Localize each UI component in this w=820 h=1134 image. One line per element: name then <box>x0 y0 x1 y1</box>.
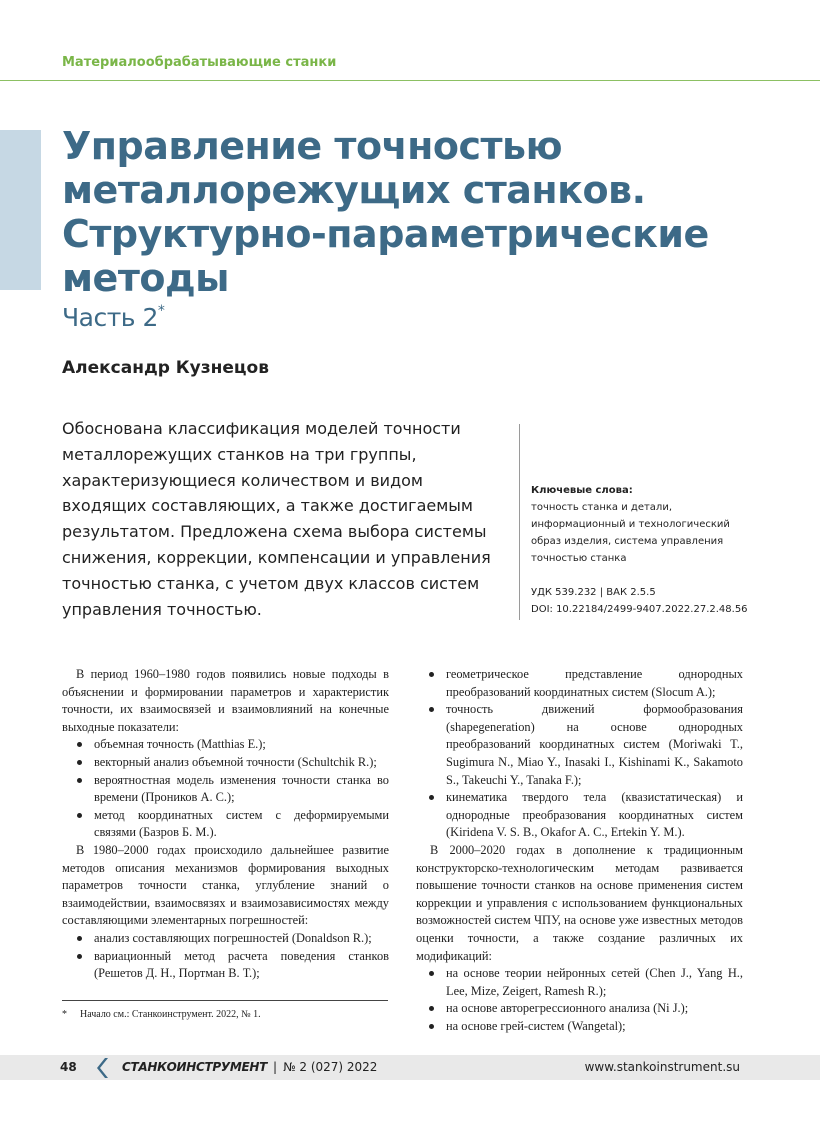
journal-issue: № 2 (027) 2022 <box>283 1060 378 1074</box>
bullet-list <box>416 965 743 1035</box>
subtitle-text: Часть 2 <box>62 303 158 332</box>
header-rule <box>0 80 820 81</box>
list-item: кинематика твердого тела (квазистатическая) и однородные преобразования координатных систем (Kiridena V. S. B., Okafor A. C., Ertekin Y. M.). <box>416 789 743 842</box>
keywords-line: образ изделия, система управления <box>531 536 724 547</box>
list-item: анализ составляющих погрешностей (Donaldson R.); <box>62 930 389 948</box>
abstract-line: входящих составляющих, а также достигаемым <box>62 496 473 516</box>
author-name: Александр Кузнецов <box>62 358 269 378</box>
title-line: Управление точностью <box>62 124 563 168</box>
abstract-line: снижения, коррекции, компенсации и управления <box>62 547 491 567</box>
list-item: геометрическое представление однородных преобразований координатных систем (Slocum A.); <box>416 666 743 701</box>
journal-separator: | <box>273 1060 278 1074</box>
body-column-left <box>62 666 389 983</box>
keywords-block <box>531 482 791 567</box>
doi-line: DOI: 10.22184/2499-9407.2022.27.2.48.56 <box>531 604 748 615</box>
article-meta <box>531 584 748 618</box>
bullet-list <box>416 666 743 842</box>
abstract-line: результатом. Предложена схема выбора системы <box>62 522 487 542</box>
footnote-rule <box>62 1000 388 1001</box>
footnote-text: Начало см.: Станкоинструмент. 2022, № 1. <box>80 1009 261 1020</box>
abstract-line: металлорежущих станков на три группы, <box>62 444 417 464</box>
keywords-line: информационный и технологический <box>531 519 730 530</box>
footnote <box>62 1009 261 1020</box>
list-item: вероятностная модель изменения точности станка во времени (Проников А. С.); <box>62 772 389 807</box>
abstract-line: Обоснована классификация моделей точности <box>62 419 461 438</box>
body-paragraph: В период 1960–1980 годов появились новые подходы в объяснении и формировании параметров и характеристик точности, их взаимосвязей и взаимовлияний на конечные выходные показатели: <box>62 667 389 734</box>
list-item: на основе грей-систем (Wangetal); <box>416 1018 743 1036</box>
abstract-line: характеризующиеся количеством и видом <box>62 470 423 490</box>
abstract-divider <box>519 424 520 620</box>
article-subtitle <box>62 303 164 332</box>
bullet-list <box>62 736 389 842</box>
title-line: Структурно-параметрические <box>62 212 709 256</box>
title-line: металлорежущих станков. <box>62 168 646 212</box>
body-column-right <box>416 666 743 1035</box>
title-line: методы <box>62 256 230 300</box>
journal-info <box>122 1060 377 1074</box>
subtitle-footnote-mark: * <box>157 302 165 319</box>
footnote-mark: * <box>62 1009 67 1020</box>
side-accent-block <box>0 130 41 290</box>
list-item: на основе авторегрессионного анализа (Ni J.); <box>416 1000 743 1018</box>
journal-name: СТАНКОИНСТРУМЕНТ <box>122 1060 268 1074</box>
list-item: вариационный метод расчета поведения станков (Решетов Д. Н., Портман В. Т.); <box>62 948 389 983</box>
journal-website[interactable]: www.stankoinstrument.su <box>584 1060 740 1074</box>
keywords-title: Ключевые слова: <box>531 485 633 496</box>
udk-line: УДК 539.232 | ВАК 2.5.5 <box>531 587 656 598</box>
abstract-line: точностью станка, с учетом двух классов систем <box>62 573 480 593</box>
article-title <box>62 124 762 300</box>
abstract-line: управления точностью. <box>62 599 262 619</box>
body-paragraph: В 2000–2020 годах в дополнение к традиционным конструкторско-технологическим методам развивается повышение точности станков на основе применения систем коррекции и управления с использованием функциональных возможностей систем ЧПУ, на основе уже известных методов оценки точности, а также создание различных их модификаций: <box>416 842 743 963</box>
list-item: на основе теории нейронных сетей (Chen J., Yang H., Lee, Mize, Zeigert, Ramesh R.); <box>416 965 743 1000</box>
bullet-list <box>62 930 389 983</box>
page-number: 48 <box>60 1060 77 1074</box>
body-paragraph: В 1980–2000 годах происходило дальнейшее развитие методов описания механизмов формирования выходных параметров точности станка, углубление знаний о взаимодействии, взаимосвязях и взаимозависимостях между составляющими элементарных погрешностей: <box>62 842 389 928</box>
chevron-left-icon <box>96 1058 108 1078</box>
list-item: точность движений формообразования (shapegeneration) на основе однородных преобразований координатных систем (Moriwaki T., Sugimura N., Miao Y., Inasaki I., Kishinami K., Sakamoto S., Takeuchi Y., Tanaka F.); <box>416 701 743 789</box>
keywords-line: точность станка и детали, <box>531 502 673 513</box>
list-item: объемная точность (Matthias E.); <box>62 736 389 754</box>
abstract <box>62 416 507 622</box>
list-item: векторный анализ объемной точности (Schultchik R.); <box>62 754 389 772</box>
keywords-line: точностью станка <box>531 553 627 564</box>
section-label: Материалообрабатывающие станки <box>62 55 337 70</box>
list-item: метод координатных систем с деформируемыми связями (Базров Б. М.). <box>62 807 389 842</box>
